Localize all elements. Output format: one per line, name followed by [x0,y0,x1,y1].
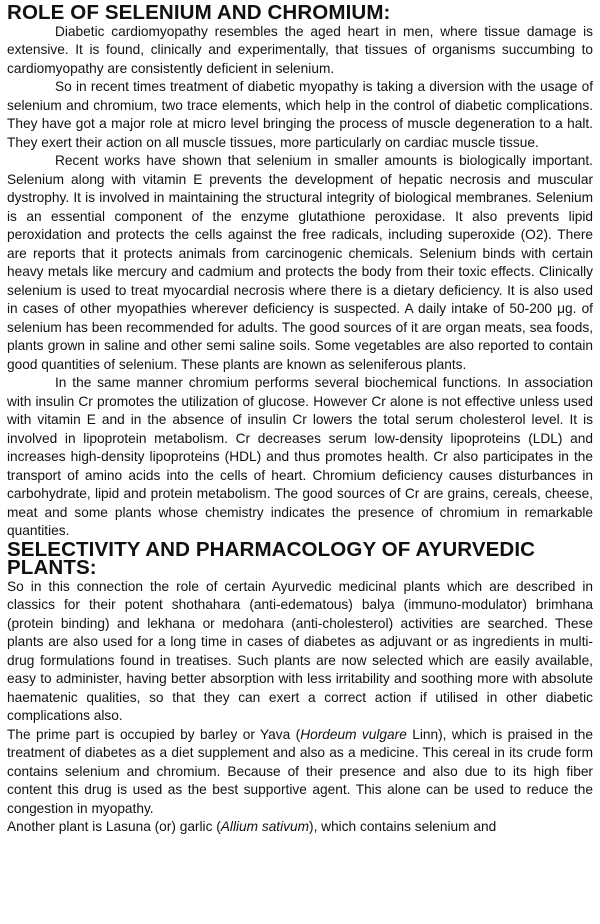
paragraph: Recent works have shown that selenium in smaller amounts is biologically important. Selenium along with vitamin E prevents the development of hepatic necrosis and muscular dystrophy. It is involved in maintaining the structural integrity of biological membranes. Selenium is an essential component of the enzyme glutathione peroxidase. It also prevents lipid peroxidation and protects the cells against the free radicals, including superoxide (O2). There are reports that it protects animals from carcinogenic chemicals. Selenium binds with certain heavy metals like mercury and cadmium and protects the body from their toxic effects. Clinically selenium is used to treat myocardial necrosis where there is a dietary deficiency. It is also used in cases of other myopathies wherever deficiency is suspected. A daily intake of 50-200 μg. of selenium has been recommended for adults. The good sources of it are organ meats, sea foods, plants grown in saline and other semi saline soils. Some vegetables are also reported to contain good quantities of selenium. These plants are known as seleniferous plants. [7,153,593,372]
paragraph: So in recent times treatment of diabetic myopathy is taking a diversion with the usage of selenium and chromium, two trace elements, which help in the control of diabetic complications. They have got a major role at micro level bringing the process of muscle degeneration to a halt. They exert their action on all muscle tissues, more particularly on cardiac muscle tissue. [7,79,593,150]
text-run: Another plant is Lasuna (or) garlic ( [7,819,221,834]
paragraph: So in this connection the role of certain Ayurvedic medicinal plants which are described in classics for their potent shothahara (anti-edematous) balya (immuno-modulator) brimhana (protein binding) and lekhana or medohara (anti-cholesterol) activities are searched. These plants are also used for a long time in cases of diabetes as adjuvant or as ingredients in multi-drug formulations found in treatises. Such plants are now selected which are easily available, easy to administer, having better absorption with less irritability and soothing more with absolute haematenic qualities, so that they can exert a correct action if utilised in other diabetic complications also. [7,578,593,723]
paragraph-garlic [7,818,593,837]
text-run: Linn), which is praised in the treatment of diabetes as a diet supplement and also as a medicine. This cereal in its crude form contains selenium and chromium. Because of their presence and also due to its high fiber content this drug is used as the best supportive agent. This alone can be used to reduce the congestion in myopathy. [7,726,593,816]
text-run: ), which contains selenium and [309,819,497,834]
paragraph: Diabetic cardiomyopathy resembles the aged heart in men, where tissue damage is extensive. It is found, clinically and experimentally, that tissues of organisms succumbing to cardiomyopathy are consistently deficient in selenium. [7,23,593,76]
text-run: The prime part is occupied by barley or Yava ( [7,726,301,742]
botanical-name: Hordeum vulgare [300,726,407,742]
paragraph-barley [7,726,593,819]
section-heading-role-of-selenium: ROLE OF SELENIUM AND CHROMIUM: [7,1,391,24]
section-heading-selectivity: SELECTIVITY AND PHARMACOLOGY OF AYURVEDIC PLANTS: [7,537,536,579]
paragraph: In the same manner chromium performs several biochemical functions. In association with insulin Cr promotes the utilization of glucose. However Cr alone is not effective unless used with vitamin E and in the absence of insulin Cr lowers the total serum cholesterol level. It is involved in lipoprotein metabolism. Cr decreases serum low-density lipoproteins (LDL) and increases high-density lipoproteins (HDL) and thus promotes health. Cr also participates in the transport of amino acids into the cells of heart. Chromium deficiency causes disturbances in carbohydrate, lipid and protein metabolism. The good sources of Cr are grains, cereals, cheese, meat and some plants whose chemistry indicates the presence of chromium in remarkable quantities. [7,375,593,538]
botanical-name: Allium sativum [220,819,310,834]
